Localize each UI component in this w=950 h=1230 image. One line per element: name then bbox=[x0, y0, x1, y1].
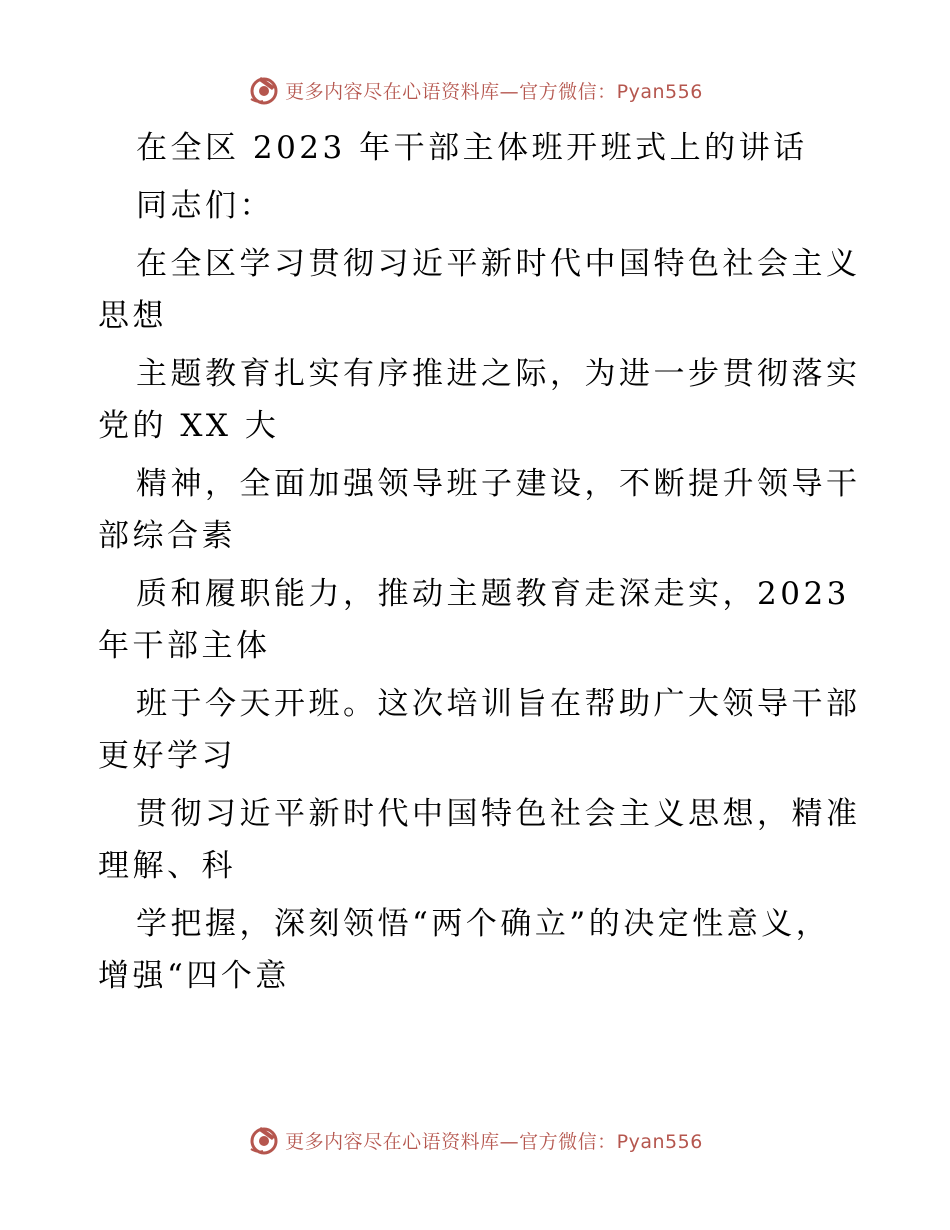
header-watermark bbox=[0, 70, 950, 110]
text-line: 年干部主体 bbox=[98, 628, 271, 664]
document-body bbox=[98, 122, 861, 1002]
document-title: 在全区 2023 年干部主体班开班式上的讲话 bbox=[136, 130, 808, 166]
text-line: 精神，全面加强领导班子建设，不断提升领导干 bbox=[136, 466, 861, 502]
pen-circle-logo-icon bbox=[247, 1123, 281, 1157]
watermark-text: 更多内容尽在心语资料库—官方微信：Pyan556 bbox=[285, 80, 703, 103]
text-line: 增强“四个意 bbox=[98, 958, 290, 994]
text-line: 主题教育扎实有序推进之际，为进一步贯彻落实 bbox=[136, 356, 861, 392]
pen-circle-logo-icon bbox=[247, 73, 281, 107]
text-line: 在全区学习贯彻习近平新时代中国特色社会主义 bbox=[136, 246, 861, 282]
text-line: 部综合素 bbox=[98, 518, 236, 554]
watermark-text: 更多内容尽在心语资料库—官方微信：Pyan556 bbox=[285, 1130, 703, 1153]
text-line: 班于今天开班。这次培训旨在帮助广大领导干部 bbox=[136, 686, 861, 722]
text-line: 理解、科 bbox=[98, 848, 236, 884]
footer-watermark bbox=[0, 1120, 950, 1160]
text-line: 党的 XX 大 bbox=[98, 408, 280, 444]
text-line: 学把握，深刻领悟“两个确立”的决定性意义， bbox=[136, 906, 831, 942]
text-line: 贯彻习近平新时代中国特色社会主义思想，精准 bbox=[136, 796, 861, 832]
text-line: 更好学习 bbox=[98, 738, 236, 774]
text-line: 思想 bbox=[98, 298, 167, 334]
salutation: 同志们： bbox=[136, 188, 274, 224]
text-line: 质和履职能力，推动主题教育走深走实，2023 bbox=[136, 576, 850, 612]
